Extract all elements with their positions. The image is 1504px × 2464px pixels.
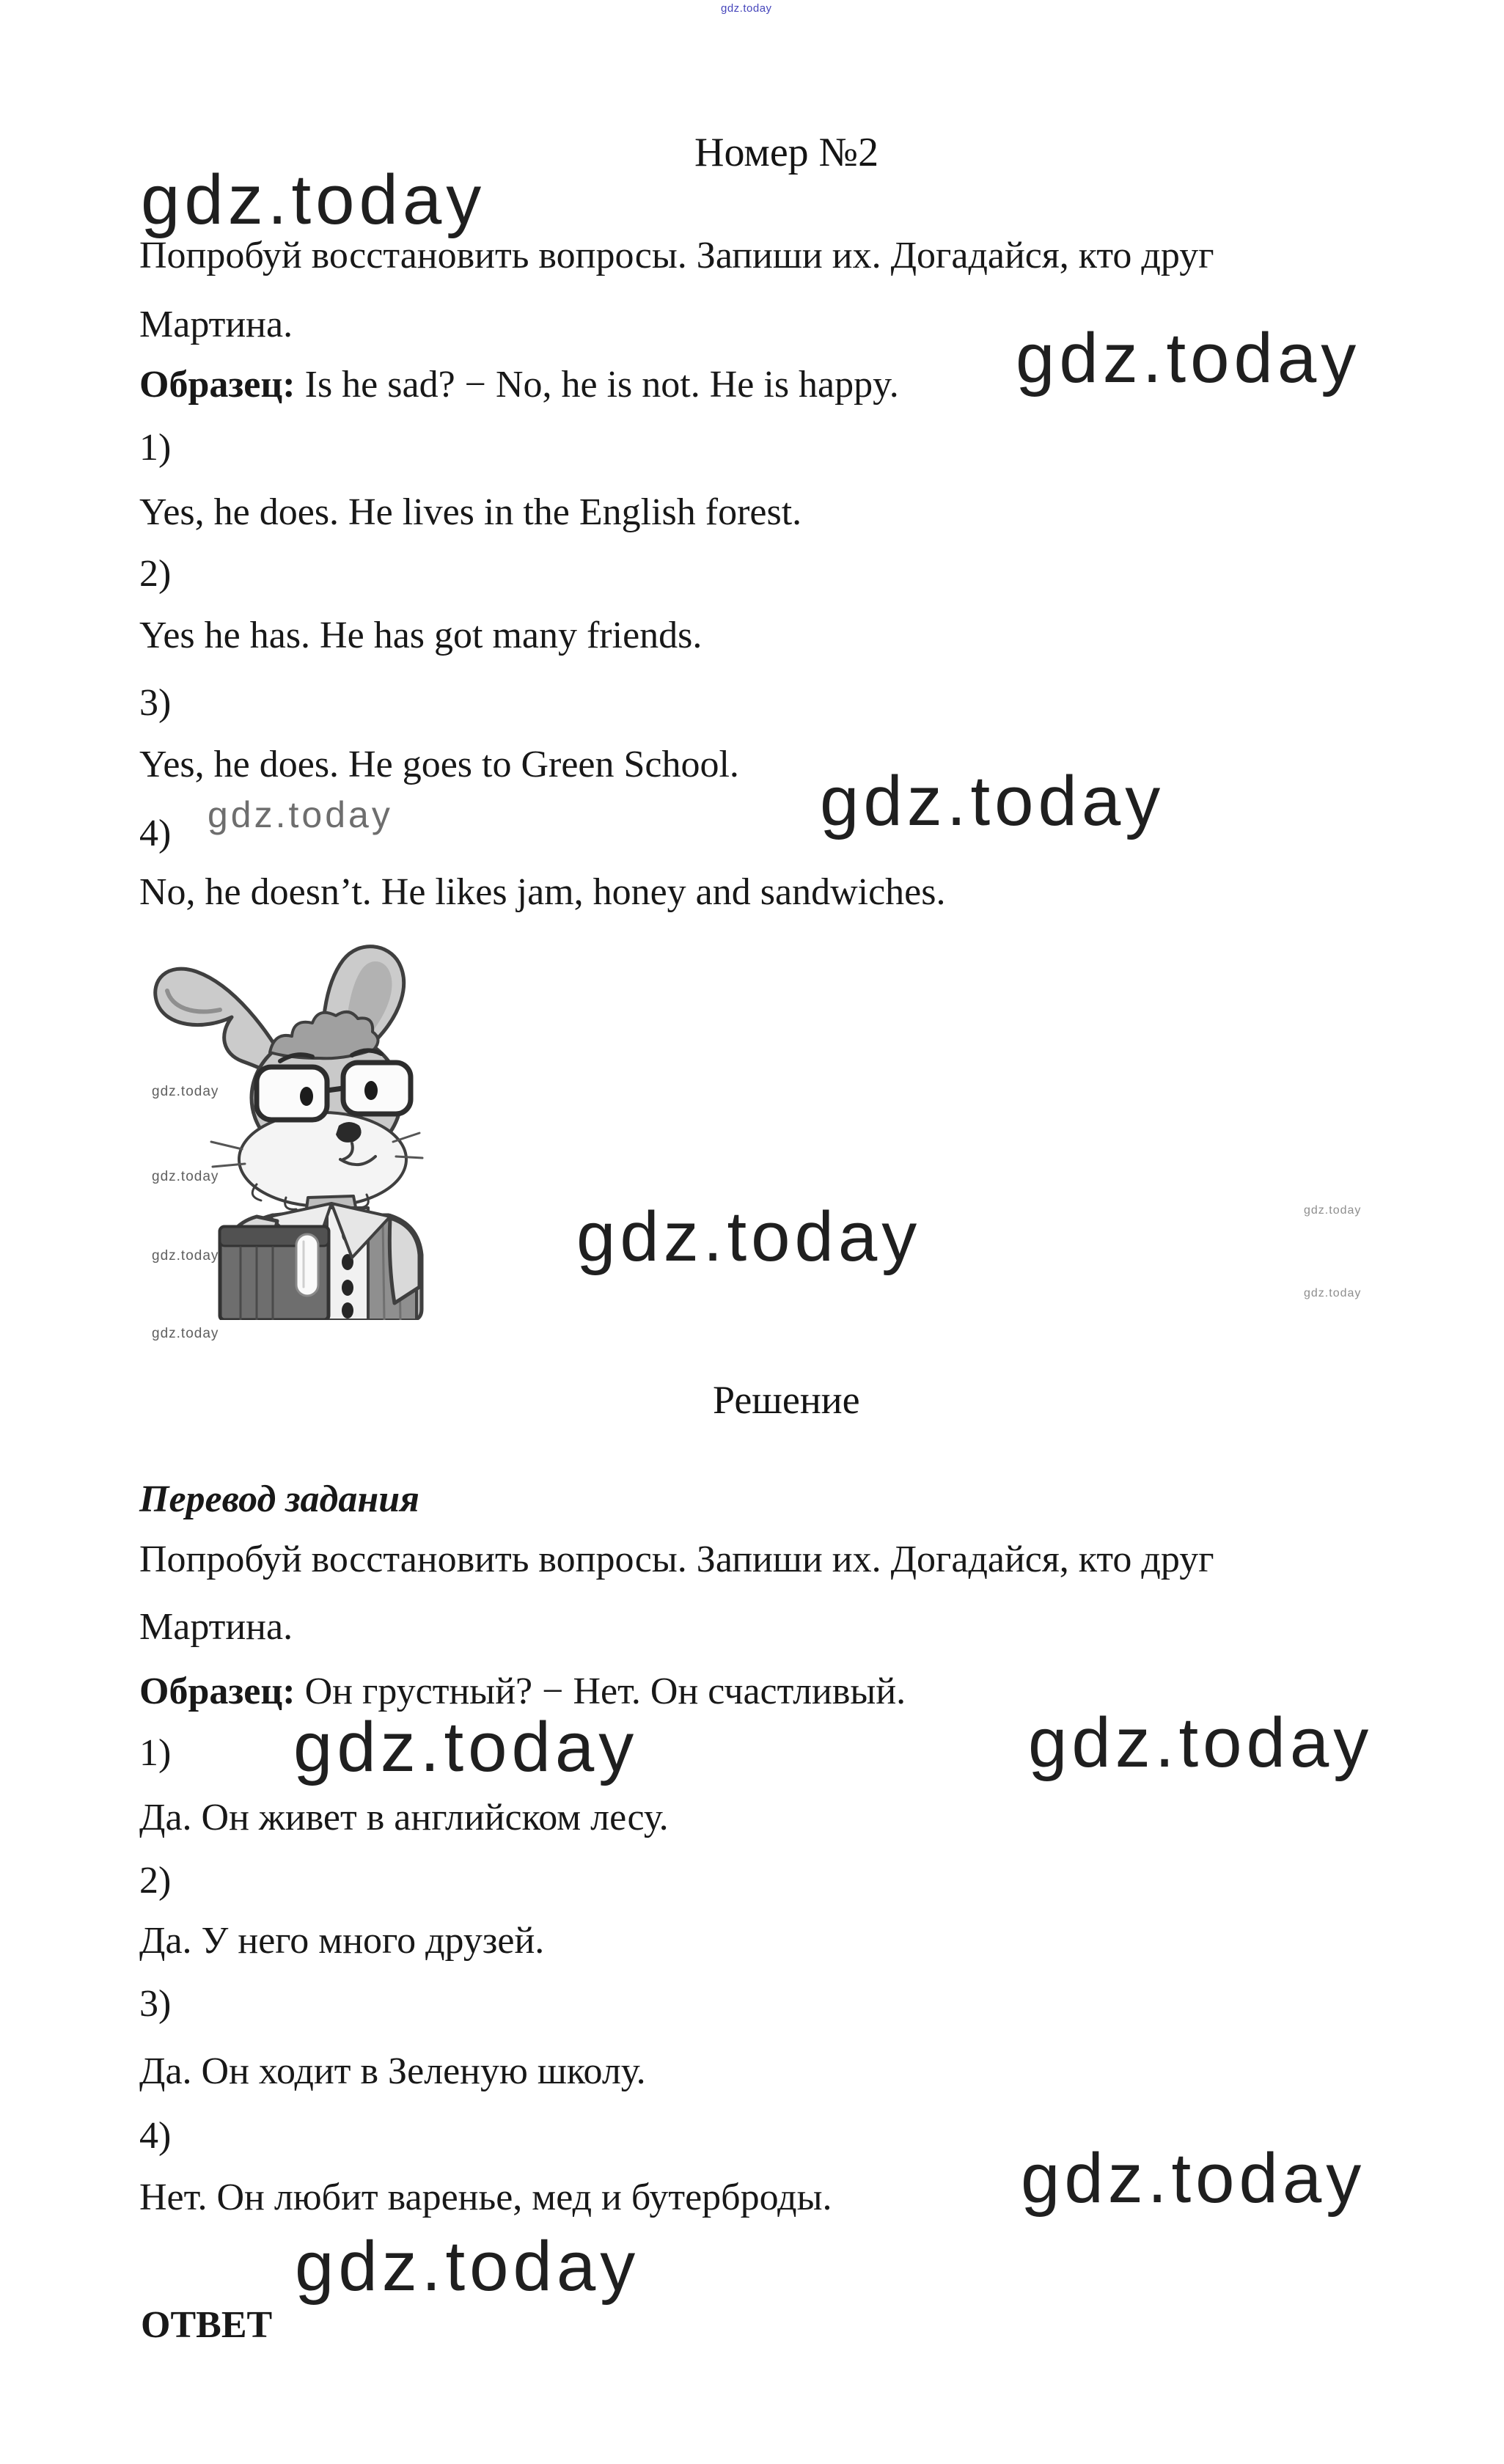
watermark-gdz-today: gdz.today bbox=[295, 2227, 640, 2306]
task-intro-line2: Мартина. bbox=[139, 304, 293, 345]
task-item-num: 3) bbox=[139, 682, 172, 724]
task-item-text: Yes, he does. He lives in the English forest. bbox=[139, 491, 802, 533]
watermark-gdz-today: gdz.today bbox=[721, 2, 772, 15]
watermark-gdz-today: gdz.today bbox=[1304, 1287, 1362, 1299]
solution-sample-label: Образец: bbox=[139, 1671, 296, 1712]
watermark-gdz-today: gdz.today bbox=[1304, 1204, 1362, 1217]
watermark-gdz-today: gdz.today bbox=[1021, 2139, 1366, 2218]
solution-intro-line1: Попробуй восстановить вопросы. Запиши их. Догадайся, кто друг bbox=[139, 1539, 1214, 1580]
watermark-gdz-today: gdz.today bbox=[1028, 1704, 1373, 1782]
solution-sample-line bbox=[139, 1671, 906, 1712]
watermark-gdz-today: gdz.today bbox=[152, 1084, 219, 1099]
page-title: Номер №2 bbox=[694, 130, 879, 175]
solution-item-text: Да. Он ходит в Зеленую школу. bbox=[139, 2050, 646, 2092]
watermark-gdz-today: gdz.today bbox=[208, 794, 393, 835]
watermark-gdz-today: gdz.today bbox=[152, 1326, 219, 1341]
watermark-gdz-today: gdz.today bbox=[293, 1708, 639, 1786]
solution-sample-text: Он грустный? − Нет. Он счастливый. bbox=[295, 1671, 906, 1712]
solution-item-num: 2) bbox=[139, 1860, 172, 1902]
solution-intro-line2: Мартина. bbox=[139, 1606, 293, 1648]
watermark-gdz-today: gdz.today bbox=[820, 762, 1165, 840]
task-item-num: 1) bbox=[139, 427, 172, 469]
task-sample-text: Is he sad? − No, he is not. He is happy. bbox=[295, 364, 899, 406]
watermark-gdz-today: gdz.today bbox=[141, 161, 486, 239]
task-sample-line bbox=[139, 364, 899, 406]
solution-heading: Решение bbox=[713, 1378, 860, 1422]
task-item-text: Yes he has. He has got many friends. bbox=[139, 615, 703, 656]
watermark-gdz-today: gdz.today bbox=[576, 1198, 922, 1276]
solution-item-num: 1) bbox=[139, 1732, 172, 1774]
translation-title: Перевод задания bbox=[139, 1478, 419, 1520]
task-sample-label: Образец: bbox=[139, 364, 296, 406]
task-item-text: Yes, he does. He goes to Green School. bbox=[139, 744, 739, 785]
watermark-gdz-today: gdz.today bbox=[152, 1169, 219, 1184]
solution-item-num: 4) bbox=[139, 2115, 172, 2157]
solution-item-text: Да. Он живет в английском лесу. bbox=[139, 1797, 669, 1838]
watermark-gdz-today: gdz.today bbox=[152, 1248, 219, 1264]
solution-item-text: Да. У него много друзей. bbox=[139, 1920, 545, 1962]
task-item-num: 2) bbox=[139, 553, 172, 595]
answer-label: ОТВЕТ bbox=[141, 2304, 273, 2346]
task-item-num: 4) bbox=[139, 813, 172, 854]
solution-item-text: Нет. Он любит варенье, мед и бутерброды. bbox=[139, 2177, 832, 2218]
watermark-gdz-today: gdz.today bbox=[1016, 319, 1361, 397]
task-item-text: No, he doesn’t. He likes jam, honey and sandwiches. bbox=[139, 871, 946, 913]
task-intro-line1: Попробуй восстановить вопросы. Запиши их. Догадайся, кто друг bbox=[139, 235, 1214, 276]
solution-item-num: 3) bbox=[139, 1983, 172, 2025]
